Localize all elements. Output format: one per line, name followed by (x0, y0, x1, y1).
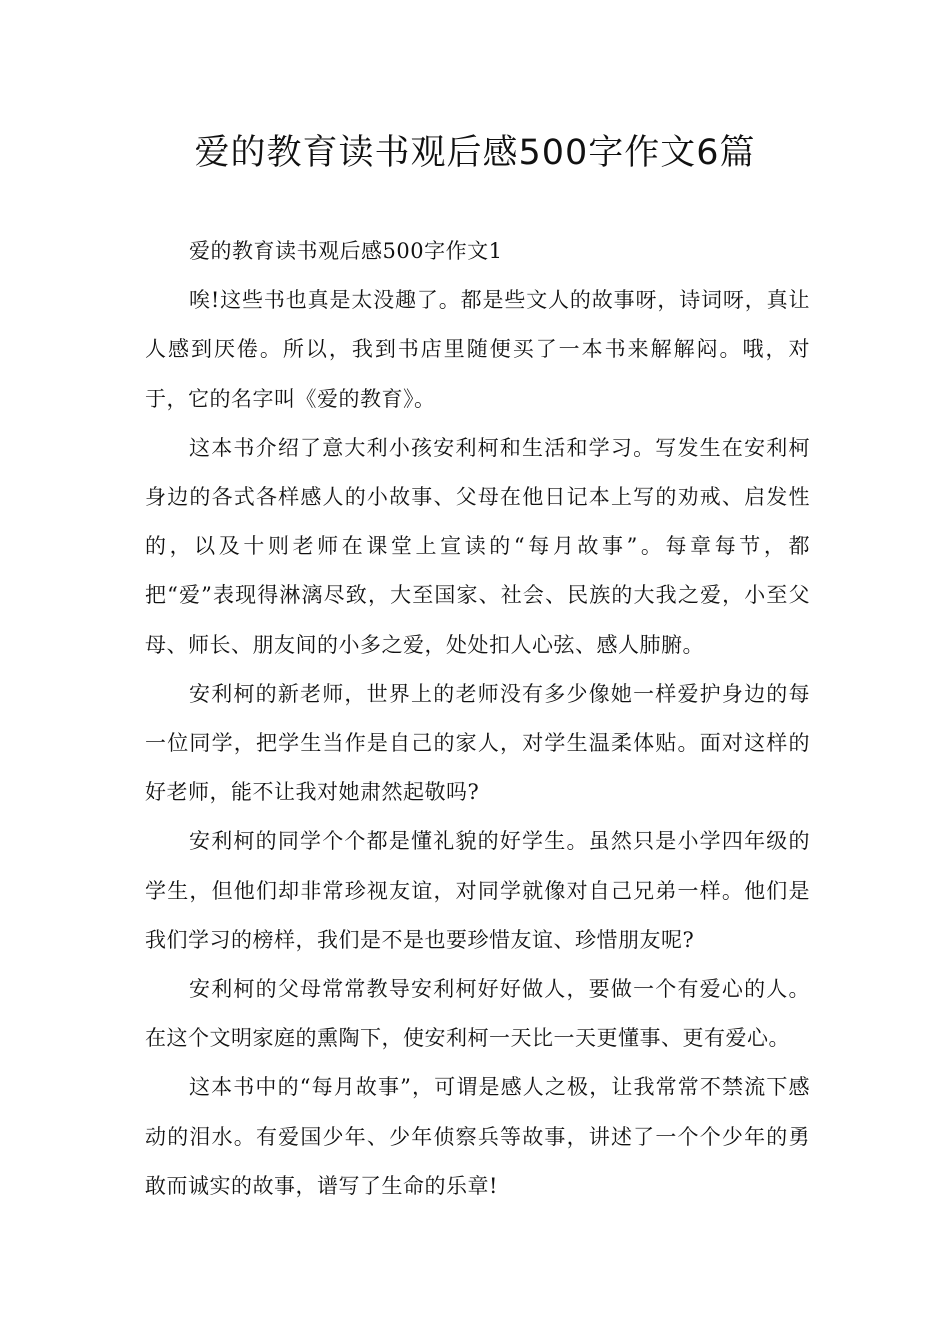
document-body (145, 227, 810, 1211)
section-heading: 爱的教育读书观后感500字作文1 (189, 239, 503, 263)
body-paragraph: 安利柯的新老师，世界上的老师没有多少像她一样爱护身边的每一位同学，把学生当作是自己的家人，对学生温柔体贴。面对这样的好老师，能不让我对她肃然起敬吗? (145, 681, 810, 805)
body-paragraph: 安利柯的同学个个都是懂礼貌的好学生。虽然只是小学四年级的学生，但他们却非常珍视友谊，对同学就像对自己兄弟一样。他们是我们学习的榜样，我们是不是也要珍惜友谊、珍惜朋友呢? (145, 829, 810, 952)
body-paragraph: 这本书介绍了意大利小孩安利柯和生活和学习。写发生在安利柯身边的各式各样感人的小故事、父母在他日记本上写的劝戒、启发性的，以及十则老师在课堂上宣读的“每月故事”。每章每节，都把“爱”表现得淋漓尽致，大至国家、社会、民族的大我之爱，小至父母、师长、朋友间的小多之爱，处处扣人心弦、感人肺腑。 (145, 435, 810, 657)
document-title: 爱的教育读书观后感500字作文6篇 (194, 133, 756, 173)
body-paragraph: 安利柯的父母常常教导安利柯好好做人，要做一个有爱心的人。在这个文明家庭的熏陶下，使安利柯一天比一天更懂事、更有爱心。 (145, 977, 810, 1051)
body-paragraph: 这本书中的“每月故事”，可谓是感人之极，让我常常不禁流下感动的泪水。有爱国少年、少年侦察兵等故事，讲述了一个个少年的勇敢而诚实的故事，谱写了生命的乐章! (145, 1075, 810, 1198)
body-paragraph: 唉!这些书也真是太没趣了。都是些文人的故事呀，诗词呀，真让人感到厌倦。所以，我到书店里随便买了一本书来解解闷。哦，对于，它的名字叫《爱的教育》。 (145, 288, 810, 411)
